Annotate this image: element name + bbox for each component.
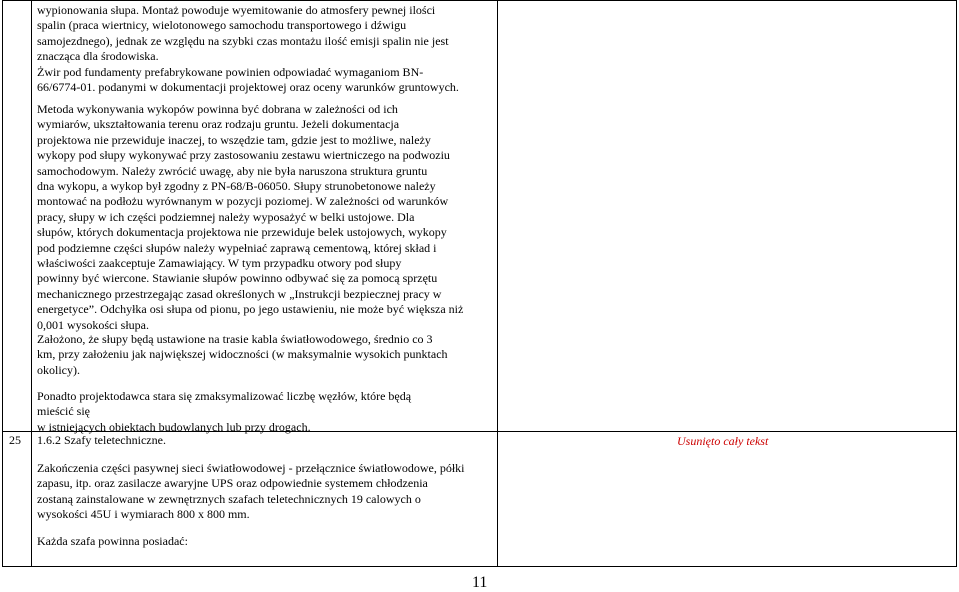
text-line: km, przy założeniu jak największej widoczności (w maksymalnie wysokich punktach [37,347,448,362]
deleted-text-note: Usunięto cały tekst [677,434,769,448]
text-line: samojezdnego), jednak ze względu na szybki czas montażu ilość emisji spalin nie jest [37,33,449,48]
text-line: wymiarów, ukształtowania terenu oraz rodzaju gruntu. Jeżeli dokumentacja [37,117,400,132]
text-line: energetyce”. Odchyłka osi słupa od pionu, po jego ustawieniu, nie może być większa niż [37,302,464,317]
text-line: Zakończenia części pasywnej sieci światłowodowej - przełącznice światłowodowe, półki [37,461,465,475]
table-border-left [2,0,3,567]
text-line: spalin (praca wiertnicy, wielotonowego samochodu transportowego i dźwigu [37,18,407,33]
text-line: powinny być wiercone. Stawianie słupów powinno odbywać się za pomocą sprzętu [37,271,438,286]
text-line: projektowa nie przewiduje inaczej, to wszędzie tam, gdzie jest to możliwe, należy [37,132,431,147]
designer-paragraph [37,389,492,435]
text-line: Metoda wykonywania wykopów powinna być dobrana w zależności od ich [37,102,398,116]
table-column-divider-1 [31,0,32,567]
text-line: pod podziemne części słupów należy wypełniać zaprawą cementową, której skład i [37,240,437,255]
assumption-paragraph [37,332,492,378]
text-line: wysokości 45U i wymiarach 800 x 800 mm. [37,507,250,522]
text-line: zostaną zainstalowane w zewnętrznych szafach teletechnicznych 19 calowych o [37,491,421,506]
table-column-divider-2 [497,0,498,567]
text-line: Ponadto projektodawca stara się zmaksymalizować liczbę węzłów, które będą [37,389,412,403]
section-heading-text: 1.6.2 Szafy teletechniczne. [37,433,166,447]
text-line: pracy, słupy w ich części podziemnej należy wyposażyć w belki ustojowe. Dla [37,209,415,224]
text-line: słupów, których dokumentacja projektowa nie przewiduje belek ustojowych, wykopy [37,225,447,240]
text-line: samochodowym. Należy zwrócić uwagę, aby nie była naruszona struktura gruntu [37,163,428,178]
table-border-bottom [2,566,957,567]
text-line: okolicy). [37,362,80,377]
table-border-top [2,0,957,1]
text-line: Żwir pod fundamenty prefabrykowane powinien odpowiadać wymaganiom BN- [37,64,424,79]
text-line: wypionowania słupa. Montaż powoduje wyemitowanie do atmosfery pewnej ilości [37,3,436,17]
text-line: mechanicznego przestrzegając zasad określonych w „Instrukcji bezpiecznej pracy w [37,286,442,301]
top-text-block [37,3,492,95]
text-line: 66/6774-01. podanymi w dokumentacji projektowej oraz oceny warunków gruntowych. [37,80,459,95]
text-line: właściwości zaakceptuje Zamawiający. W tym przypadku otwory pod słupy [37,256,402,271]
section-heading [37,433,492,448]
text-line: mieścić się [37,404,90,419]
text-line: wykopy pod słupy wykonywać przy zastosowaniu zestawu wiertniczego na podwoziu [37,148,450,163]
cabinet-requirements-line [37,534,492,549]
excavation-paragraph [37,102,492,333]
text-line: dna wykopu, a wykop był zgodny z PN-68/B-06050. Słupy strunobetonowe należy [37,179,436,194]
table-border-right [956,0,957,567]
text-line: 0,001 wysokości słupa. [37,317,149,332]
text-line: w istniejących obiektach budowlanych lub przy drogach. [37,419,311,434]
text-line: Założono, że słupy będą ustawione na trasie kabla światłowodowego, średnio co 3 [37,332,433,346]
cabinets-paragraph [37,461,492,523]
text-line: zapasu, itp. oraz zasilacze awaryjne UPS oraz odpowiednie systemem chłodzenia [37,476,428,491]
text-line: Każda szafa powinna posiadać: [37,534,188,548]
text-line: montować na podłożu wyrównanym w pozycji poziomej. W zależności od warunków [37,194,449,209]
page-number: 11 [472,574,488,591]
text-line: znacząca dla środowiska. [37,49,159,64]
row-number: 25 [9,433,21,447]
